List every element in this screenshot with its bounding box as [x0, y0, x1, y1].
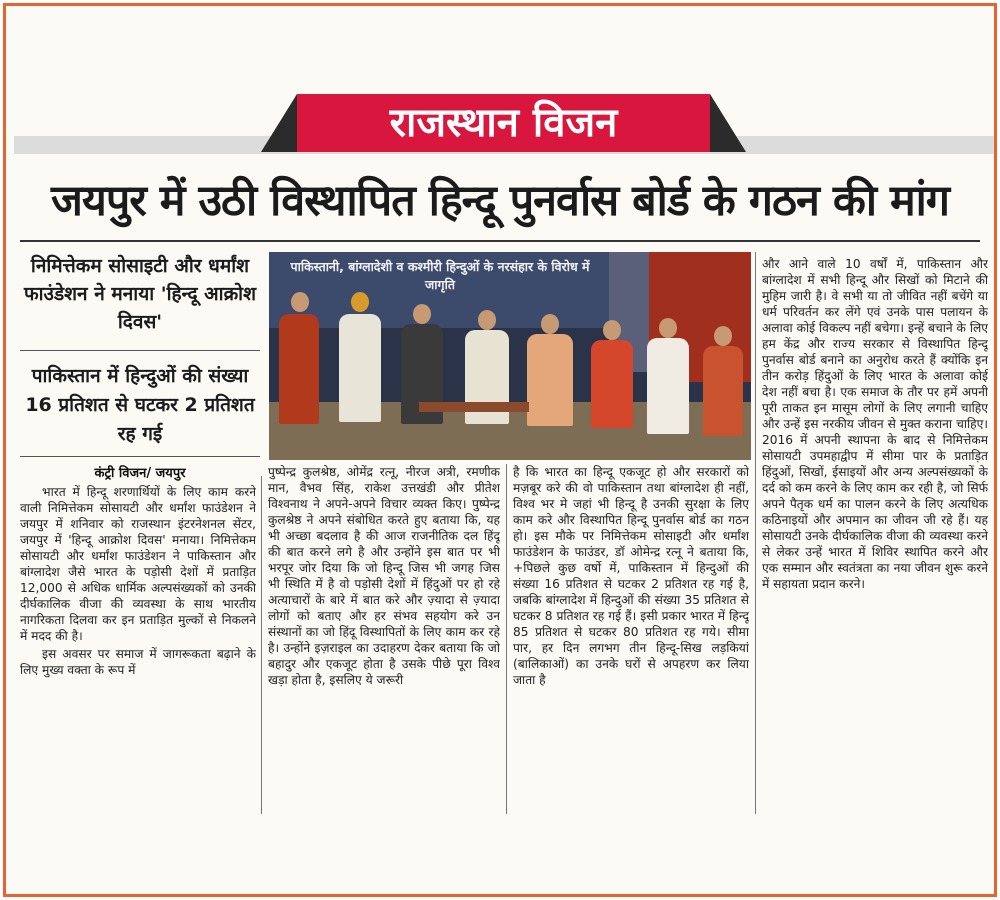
section-banner-label: राजस्थान विजन — [297, 94, 710, 152]
center-table — [419, 402, 529, 412]
column-divider — [506, 464, 507, 814]
byline: कंट्री विजन/ जयपुर — [94, 466, 186, 481]
event-photo — [269, 252, 751, 460]
speaker-head — [291, 292, 309, 312]
headline-rule — [20, 240, 980, 242]
section-banner — [261, 94, 746, 152]
article-column-2 — [268, 464, 500, 814]
speaker-figure — [339, 314, 381, 422]
speaker-figure — [647, 338, 689, 434]
speaker-figure — [527, 334, 573, 426]
subheadline-2: पाकिस्तान में हिन्दुओं की संख्या 16 प्रतिशत से घटकर 2 प्रतिशत रह गई — [25, 365, 255, 445]
speaker-head — [478, 310, 496, 330]
article-column-4 — [762, 256, 988, 814]
newspaper-clipping-frame — [3, 3, 997, 897]
subhead-divider — [20, 456, 260, 457]
paragraph: पुष्पेन्द्र कुलश्रेष्ठ, ओमेंद्र रत्नू, नीरज अत्री, रमणीक मान, वैभव सिंह, राकेश उत्तखंडी और प्रीतेश विश्वनाथ ने अपने-अपने विचार व्यक्त किए। पुष्पेन्द्र कुलश्रेष्ठ ने अपने संबोधित करते हुए बताया कि, यह भी अच्छा बदलाव है की आज राजनीतिक दल हिंदू की बात करने लगे है और उन्होंने इस बात पर भी भरपूर जोर दिया कि जो हिन्दू जिस भी जगह जिस भी स्थिति में है वो पड़ोसी देशों में हिंदुओं पर हो रहे अत्याचारों के बारे में बात करे और ज़्यादा से ज़्यादा लोगों को बताए और हर संभव सहयोग करे उन संस्थानों का जो हिंदू विस्थापितों के लिए काम कर रहे है। उन्होंने इज़राइल का उदाहरण देकर बताया कि जो बहादुर और एकजूट होता है उसके पीछे पूरा विश्व खड़ा होता है, इसलिए ये जरूरी — [268, 465, 500, 687]
speaker-figure — [279, 314, 319, 424]
article-column-3 — [513, 464, 749, 814]
speaker-head — [659, 318, 677, 338]
speaker-head — [413, 304, 431, 324]
speaker-head — [603, 320, 621, 340]
headline: जयपुर में उठी विस्थापित हिन्दू पुनर्वास बोर्ड के गठन की मांग — [50, 176, 950, 226]
paragraph: और आने वाले 10 वर्षों में, पाकिस्तान और बांग्लादेश में सभी हिन्दू और सिखों को मिटाने की मुहिम जारी है। वे सभी या तो जीवित नहीं बचेंगे या धर्म परिवर्तन कर लेंगे एवं उनके पास पलायन के अलावा कोई विकल्प नहीं बचेगा। इन्हें बचाने के लिए हम केंद्र और राज्य सरकार से विस्थापित हिन्दू पुनर्वास बोर्ड बनाने का अनुरोध करते हैं क्योंकि इन तीन करोड़ हिंदुओं के लिए भारत के अलावा कोई देश नहीं बचा है। एक समाज के तौर पर हमें अपनी पूरी ताकत इन मासूम लोगों के लिए लगानी चाहिए और उन्हें इस नरकीय जीवन से मुक्त कराना चाहिए। 2016 में अपनी स्थापना के बाद से निमित्तेकम सोसायटी उपमहाद्वीप में सीमा पार के प्रताड़ित हिंदुओं, सिखों, ईसाइयों और अन्य अल्पसंख्यकों के दर्द को कम करने के लिए काम कर रही है, जो सिर्फ अपने पैतृक धर्म का पालन करने के लिए अत्यधिक कठिनाइयों और अपमान का जीवन जी रहे हैं। यह सोसायटी उनके दीर्घकालिक वीजा की व्यवस्था करने से लेकर उन्हें भारत में शिविर स्थापित करने और एक सम्मान और स्वतंत्रता का नया जीवन शुरू करने में सहायता प्रदान करने। — [762, 257, 988, 591]
subhead-divider — [20, 350, 260, 351]
speaker-head — [351, 292, 369, 312]
speaker-head — [714, 326, 732, 346]
paragraph: है कि भारत का हिन्दू एकजूट हो और सरकारों को मज़बूर करे की वो पाकिस्तान तथा बांग्लादेश ही नहीं, विश्व भर मे जहां भी हिन्दू है उनकी सुरक्षा के लिए काम करे और विस्थापित हिन्दू पुनर्वास बोर्ड का गठन हो। इस मौके पर निमित्तेकम सोसाइटी और धर्मांश फाउंडेशन के फाउंडर, डॉ ओमेन्द्र रत्नू ने बताया कि, +पिछले कुछ वर्षो में, पाकिस्तान में हिन्दुओं की संख्या 16 प्रतिशत से घटकर 2 प्रतिशत रह गई है, जबकि बांग्लादेश में हिन्दुओं की संख्या 35 प्रतिशत से घटकर 8 प्रतिशत रह गई हैं। इसी प्रकार भारत में हिन्दू 85 प्रतिशत से घटकर 80 प्रतिशत रह गये। सीमा पार, हर दिन लगभग तीन हिन्दू-सिख लड़कियां (बालिकाओं) का उनके घरों से अपहरण कर लिया जाता है — [513, 465, 749, 687]
speaker-figure — [591, 340, 633, 428]
article-column-1 — [20, 484, 256, 814]
speaker-figure — [703, 346, 743, 436]
photo-banner-text: पाकिस्तानी, बांग्लादेशी व कश्मीरी हिन्दुओं के नरसंहार के विरोध में जागृति — [290, 259, 590, 292]
paragraph: भारत में हिन्दू शरणार्थियों के लिए काम करने वाली निमित्तेकम सोसायटी और धर्मांश फाउंडेशन ने जयपुर में शनिवार को राजस्थान इंटरनेशनल सेंटर, जयपुर में 'हिन्दू आक्रोश दिवस' मनाया। निमित्तेकम सोसायटी और धर्मांश फाउंडेशन ने पाकिस्तान और बांग्लादेश जैसे भारत के पड़ोसी देशों में प्रताड़ित 12,000 से अधिक धार्मिक अल्पसंख्यकों को उनकी दीर्घकालिक वीजा की व्यवस्था के साथ भारतीय नागरिकता दिलवा कर इन प्रताड़ित मुल्कों से निकलने में मदद की है। — [20, 485, 256, 643]
speaker-head — [541, 314, 559, 334]
subheadline-1: निमित्तेकम सोसाइटी और धर्मांश फाउंडेशन ने मनाया 'हिन्दू आक्रोश दिवस' — [23, 255, 257, 333]
column-divider — [261, 476, 262, 814]
banner-right-fold — [710, 94, 746, 152]
column-divider — [755, 252, 756, 814]
photo-backdrop-banner — [269, 252, 609, 328]
banner-left-fold — [261, 94, 297, 152]
paragraph: इस अवसर पर समाज में जागरूकता बढ़ाने के लिए मुख्य वक्ता के रूप में — [20, 647, 256, 677]
